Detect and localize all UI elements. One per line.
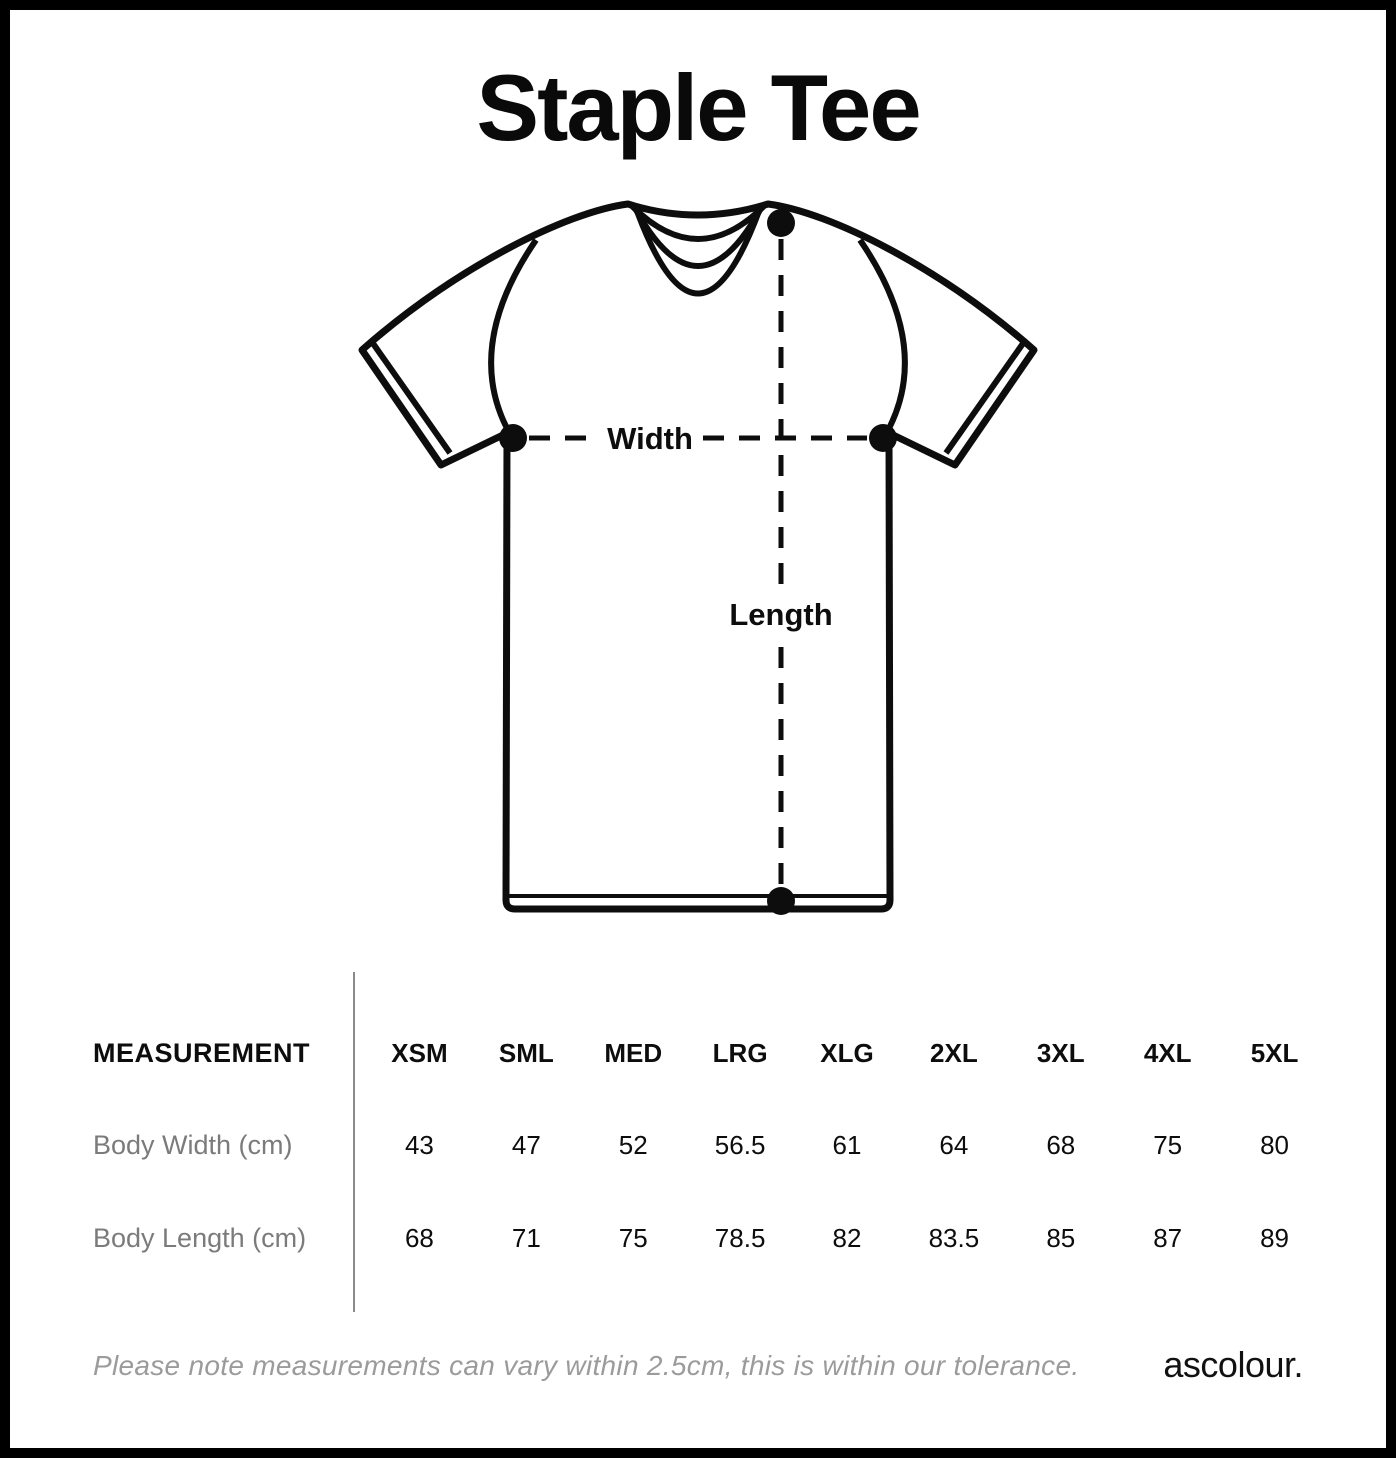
body-width-label: Body Width (cm) [93, 1130, 293, 1160]
size-header-4xl: 4XL [1143, 1038, 1192, 1068]
body-length-xlg: 82 [832, 1223, 862, 1253]
table-row-body-width [10, 1129, 1386, 1161]
size-header-2xl: 2XL [930, 1038, 978, 1068]
measurement-header: MEASUREMENT [93, 1038, 311, 1068]
body-width-sml: 47 [511, 1130, 541, 1160]
shoulder-point-dot [767, 209, 795, 237]
tee-diagram [340, 180, 1060, 920]
tee-outline [362, 204, 1034, 909]
table-row-body-length [10, 1222, 1386, 1254]
page-title: Staple Tee [476, 55, 920, 160]
body-length-sml: 71 [511, 1223, 541, 1253]
body-width-cells [366, 1129, 1328, 1161]
body-width-med: 52 [618, 1130, 648, 1160]
body-width-3xl: 68 [1046, 1130, 1076, 1160]
body-length-label: Body Length (cm) [93, 1223, 307, 1253]
body-width-2xl: 64 [939, 1130, 969, 1160]
body-length-3xl: 85 [1046, 1223, 1076, 1253]
body-length-med: 75 [618, 1223, 648, 1253]
size-header-xsm: XSM [391, 1038, 448, 1068]
body-length-5xl: 89 [1260, 1223, 1289, 1253]
body-length-2xl: 83.5 [928, 1223, 980, 1253]
body-length-cells [366, 1222, 1328, 1254]
body-width-lrg: 56.5 [714, 1130, 766, 1160]
hem-point-dot [767, 887, 795, 915]
body-length-4xl: 87 [1153, 1223, 1183, 1253]
length-measure-label: Length [729, 597, 833, 632]
tee-diagram-svg [340, 180, 1060, 920]
tolerance-note: Please note measurements can vary within 2.5cm, this is within our tolerance. [93, 1350, 1080, 1381]
right-armpit-dot [869, 424, 897, 452]
body-length-lrg: 78.5 [714, 1223, 766, 1253]
size-header-cells [366, 1037, 1328, 1069]
size-header-5xl: 5XL [1250, 1038, 1299, 1068]
width-measure-label: Width [607, 421, 693, 456]
size-header-xlg: XLG [820, 1038, 874, 1068]
table-header-row [10, 1037, 1386, 1069]
size-header-sml: SML [498, 1038, 554, 1068]
body-width-xsm: 43 [404, 1130, 434, 1160]
size-header-med: MED [604, 1038, 663, 1068]
size-header-3xl: 3XL [1036, 1038, 1085, 1068]
size-header-lrg: LRG [712, 1038, 768, 1068]
body-width-5xl: 80 [1260, 1130, 1289, 1160]
body-length-xsm: 68 [404, 1223, 434, 1253]
body-width-xlg: 61 [832, 1130, 862, 1160]
brand-logo: ascolour. [1163, 1344, 1303, 1385]
body-width-4xl: 75 [1153, 1130, 1183, 1160]
left-armpit-dot [499, 424, 527, 452]
